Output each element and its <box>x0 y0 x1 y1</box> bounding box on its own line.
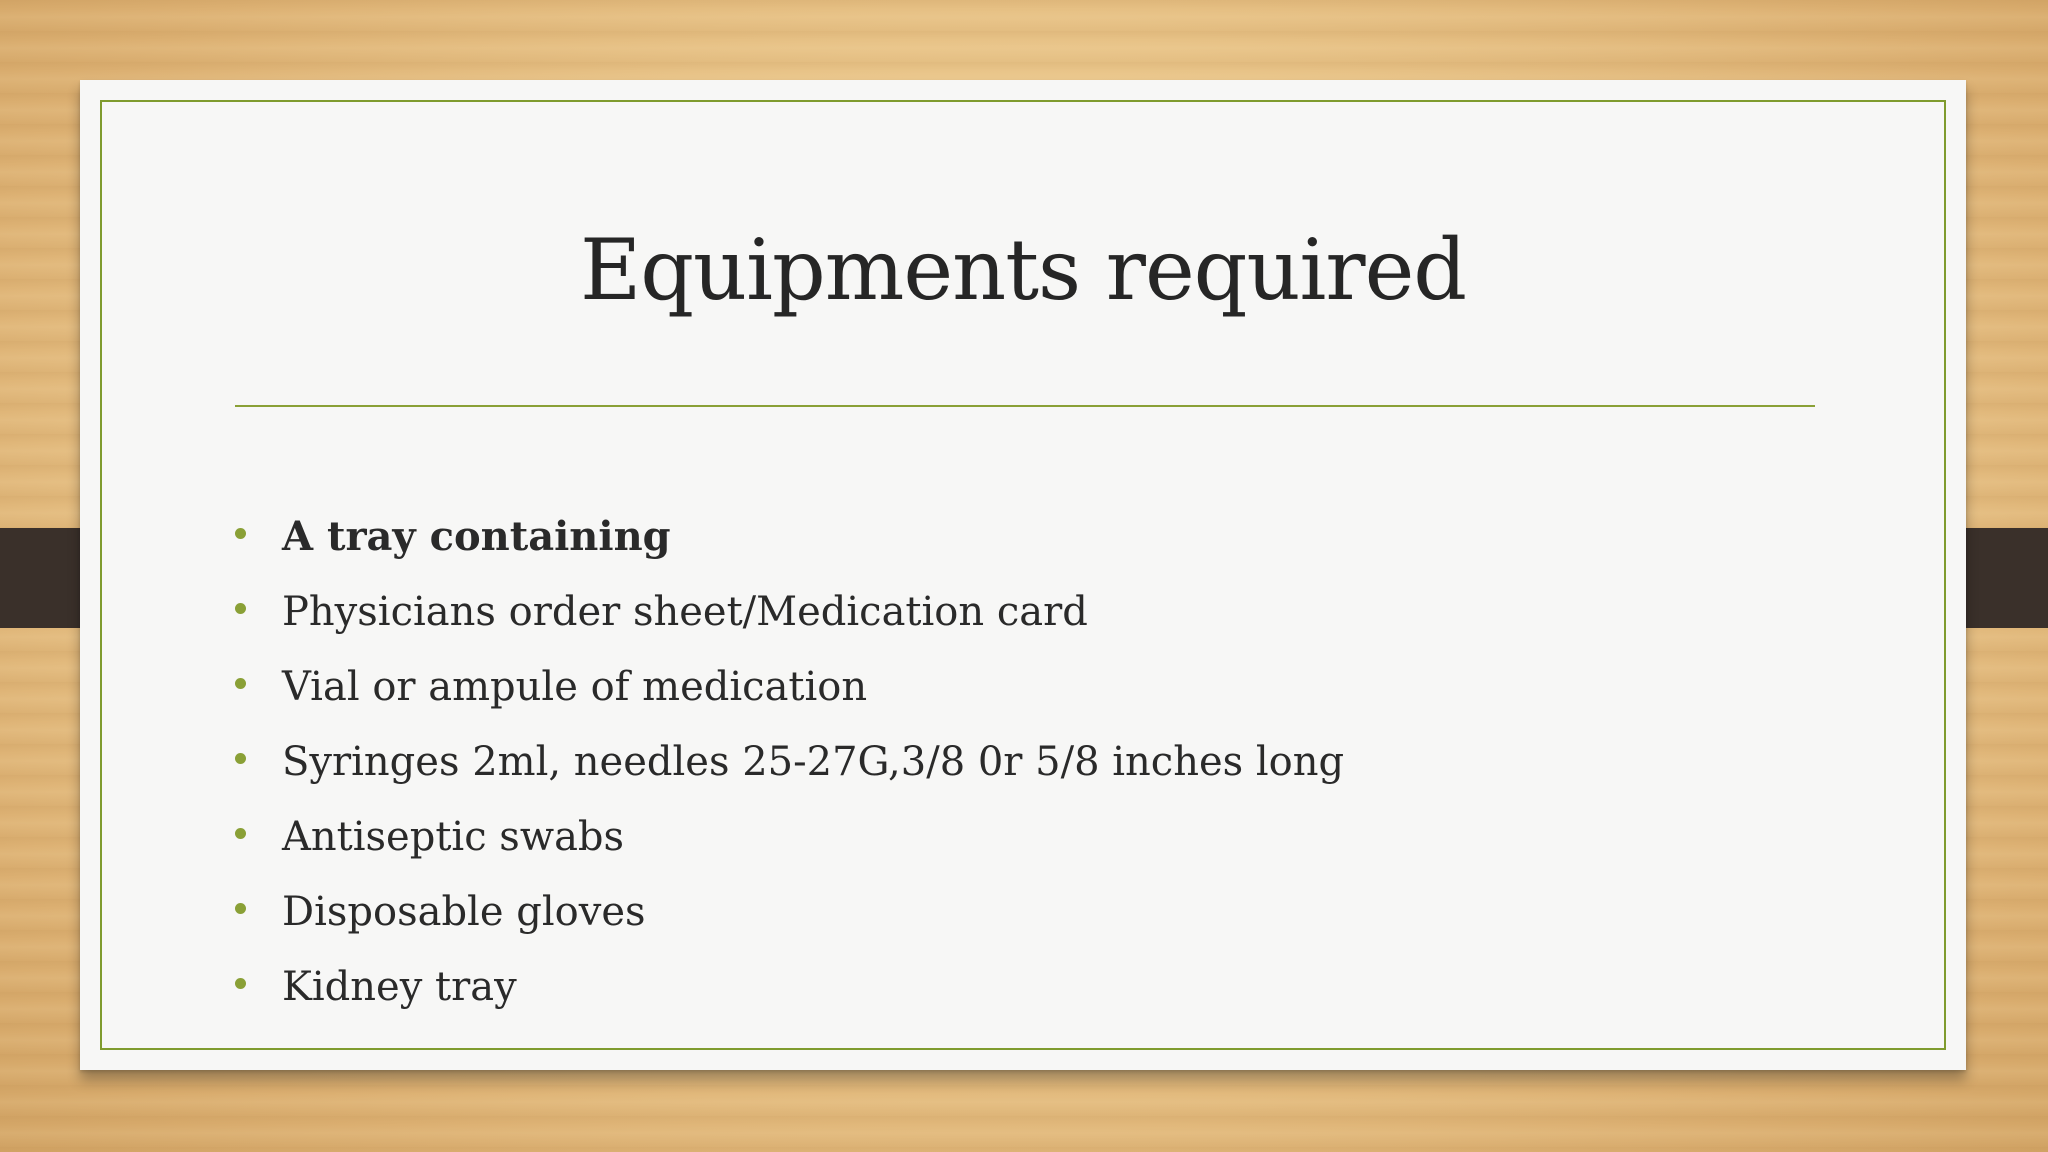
bullet-dot-icon <box>235 903 246 914</box>
list-item <box>235 807 1344 882</box>
list-item <box>235 732 1344 807</box>
list-item <box>235 657 1344 732</box>
bullet-dot-icon <box>235 528 246 539</box>
slide-title: Equipments required <box>579 221 1467 319</box>
slide <box>80 80 1966 1070</box>
list-item <box>235 507 1344 582</box>
list-item <box>235 882 1344 957</box>
list-item <box>235 957 1344 1032</box>
bullet-dot-icon <box>235 603 246 614</box>
bullet-dot-icon <box>235 753 246 764</box>
title-divider <box>235 405 1815 407</box>
list-item-text: Physicians order sheet/Medication card <box>282 589 1088 635</box>
list-item <box>235 582 1344 657</box>
list-item-text: Disposable gloves <box>282 889 646 935</box>
bullet-dot-icon <box>235 978 246 989</box>
list-item-text: Vial or ampule of medication <box>282 664 868 710</box>
list-item-text: A tray containing <box>282 513 671 560</box>
bullet-dot-icon <box>235 828 246 839</box>
bullet-dot-icon <box>235 678 246 689</box>
list-item-text: Antiseptic swabs <box>282 814 625 860</box>
list-item-text: Kidney tray <box>282 964 517 1010</box>
bullet-list <box>235 507 1344 1032</box>
list-item-text: Syringes 2ml, needles 25-27G,3/8 0r 5/8 inches long <box>282 739 1345 785</box>
